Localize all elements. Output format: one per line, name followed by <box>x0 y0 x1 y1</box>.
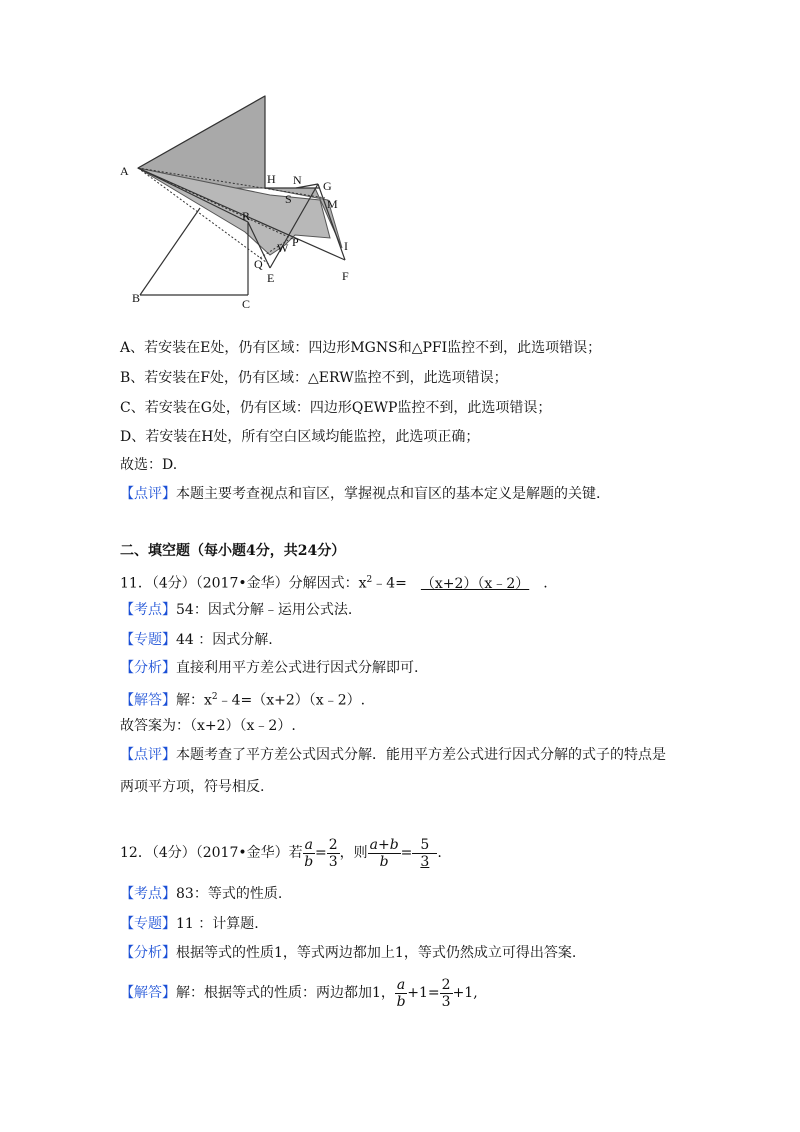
q12-kaodian <box>120 884 282 904</box>
option-a: A、若安装在E处，仍有区域：四边形MGNS和△PFI监控不到，此选项错误； <box>120 340 602 356</box>
label-W: W <box>277 241 289 255</box>
q11-zhuanti <box>120 630 273 650</box>
q12-mid: ，则 <box>339 845 368 861</box>
zhuanti-tag: 【专题】 <box>120 632 176 648</box>
option-d: D、若安装在H处，所有空白区域均能监控，此选项正确； <box>120 429 480 445</box>
q12-eq2: = <box>400 845 413 861</box>
frac-den: b <box>396 993 406 1010</box>
q12-stem-prefix: 12．（4分）（2017•金华）若 <box>120 845 303 861</box>
frac-den: 3 <box>441 993 451 1010</box>
label-F: F <box>342 269 349 283</box>
kaodian-text: 83：等式的性质. <box>176 886 283 902</box>
jieda-frac-23 <box>440 977 453 1010</box>
option-c: C、若安装在G处，仍有区域：四边形QEWP监控不到，此选项错误； <box>120 400 552 416</box>
jieda-plus1b: +1, <box>452 985 478 1001</box>
jieda-tag: 【解答】 <box>120 692 176 709</box>
label-I: I <box>344 239 348 253</box>
frac-num: a+b <box>369 836 399 853</box>
label-C: C <box>242 297 251 311</box>
q12-answer-blank <box>412 837 437 870</box>
label-N: N <box>293 173 302 187</box>
q11-jieda <box>120 687 365 711</box>
label-H: H <box>267 172 276 186</box>
frac-den: b <box>304 853 314 870</box>
q11-answer-blank: （x+2）（x﹣2） <box>420 575 530 592</box>
kaodian-text: 54：因式分解﹣运用公式法. <box>176 602 353 618</box>
q11-stem-mid: ﹣4= <box>372 575 407 592</box>
label-S: S <box>285 192 292 206</box>
q11-answer: 故答案为：（x+2）（x﹣2）. <box>120 718 296 734</box>
q11-stem-prefix: 11．（4分）（2017•金华）分解因式：x <box>120 575 367 592</box>
frac-num: 5 <box>420 836 430 853</box>
fenxi-tag: 【分析】 <box>120 660 176 676</box>
q12-frac-apb <box>368 837 401 870</box>
comment-tag: 【点评】 <box>120 486 176 502</box>
frac-den: 3 <box>412 853 437 870</box>
fenxi-text: 直接利用平方差公式进行因式分解即可. <box>176 660 419 676</box>
frac-num: a <box>304 836 313 853</box>
jieda-pre: 解：根据等式的性质：两边都加1， <box>176 985 395 1001</box>
q12-frac-23 <box>327 837 340 870</box>
zhuanti-tag: 【专题】 <box>120 916 176 932</box>
q12-end: . <box>437 845 442 861</box>
comment-q10 <box>120 484 600 504</box>
q12-fenxi <box>120 943 576 963</box>
jieda-tag: 【解答】 <box>120 985 176 1001</box>
frac-num: 2 <box>328 836 338 853</box>
q11-fenxi <box>120 658 418 678</box>
comment-text: 本题主要考查视点和盲区，掌握视点和盲区的基本定义是解题的关键. <box>176 486 601 502</box>
jieda-post: ﹣4=（x+2）（x﹣2）. <box>217 692 366 709</box>
kaodian-tag: 【考点】 <box>120 602 176 618</box>
kaodian-tag: 【考点】 <box>120 886 176 902</box>
fenxi-text: 根据等式的性质1，等式两边都加上1，等式仍然成立可得出答案. <box>176 945 577 961</box>
segment-BC-left <box>140 208 200 295</box>
frac-num: a <box>396 976 406 993</box>
geometry-figure <box>110 90 380 320</box>
frac-den: 3 <box>328 853 338 870</box>
label-Q: Q <box>254 257 263 271</box>
label-P: P <box>292 235 299 249</box>
dianping-tag: 【点评】 <box>120 747 176 763</box>
jieda-sup: 2 <box>211 692 218 702</box>
zhuanti-text: 44 ：因式分解. <box>176 632 273 648</box>
q12-stem <box>120 836 442 870</box>
q12-eq: = <box>314 845 327 861</box>
option-b: B、若安装在F处，仍有区域：△ERW监控不到，此选项错误； <box>120 370 508 386</box>
q11-dianping-cont: 两项平方项，符号相反. <box>120 779 265 795</box>
section-title: 二、填空题（每小题4分，共24分） <box>120 543 346 559</box>
jieda-pre: 解：x <box>176 692 212 709</box>
q11-dianping <box>120 745 666 765</box>
label-A: A <box>120 164 129 178</box>
label-G: G <box>323 179 332 193</box>
q11-stem <box>120 570 548 594</box>
q11-sup: 2 <box>366 575 373 585</box>
fenxi-tag: 【分析】 <box>120 945 176 961</box>
q11-stem-end: . <box>543 575 548 592</box>
label-M: M <box>327 197 338 211</box>
zhuanti-text: 11 ：计算题. <box>176 916 259 932</box>
frac-den: b <box>379 853 389 870</box>
q12-jieda <box>120 976 478 1010</box>
label-E: E <box>267 271 275 285</box>
jieda-frac-ab <box>395 977 407 1010</box>
jieda-plus1: +1= <box>407 985 440 1001</box>
q12-frac-ab <box>303 837 315 870</box>
label-B: B <box>132 291 141 305</box>
frac-num: 2 <box>441 976 451 993</box>
dianping-text: 本题考查了平方差公式因式分解．能用平方差公式进行因式分解的式子的特点是 <box>176 747 666 763</box>
q12-zhuanti <box>120 914 259 934</box>
label-R: R <box>242 209 251 223</box>
answer-q10: 故选：D. <box>120 457 178 473</box>
q11-kaodian <box>120 600 352 620</box>
